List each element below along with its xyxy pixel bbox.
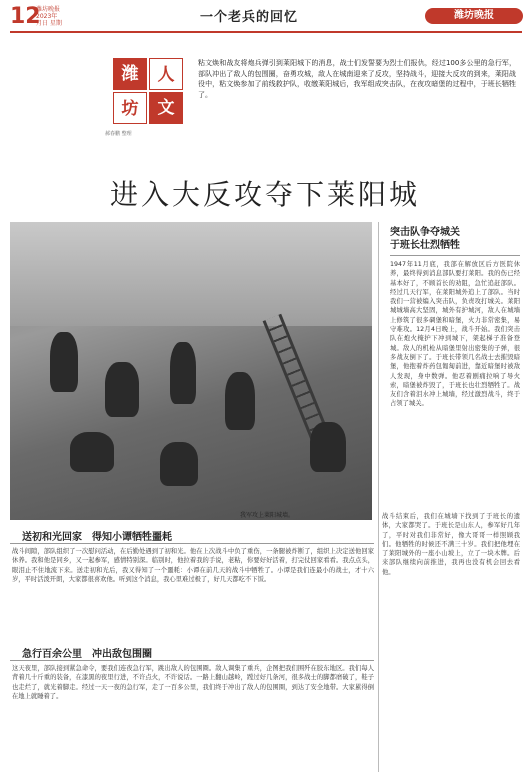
section-body: 1947年11月底，我部在解放区后方医院休养，最终得到消息部队要打莱阳。我的伤已经基本好了，不顾首长的劝阻，急忙追赶部队。经过几天行军，在莱阳城外追上了部队。当时我们一营被编入突击队，负责攻打城关。莱阳城城墙高大坚固，城外有护城河，敌人在城墙上修筑了很多碉堡和暗堡，火力非常密集，易守难攻。12月4日晚上，战斗开始。我们突击队在炮火掩护下冲到城下，架起梯子准备登城。敌人的机枪从暗堡里射出密集的子弹，很多战友倒下了。于班长带领几名战士去摧毁暗堡，他抱着炸药包匍匐前进，靠近暗堡时被敌人发现，身中数弹。他忍着剧痛拉响了导火索，暗堡被炸毁了，于班长也壮烈牺牲了。战友们含着泪水冲上城墙，经过激烈战斗，终于占领了城关。 — [390, 261, 520, 408]
section-heading-line: 突击队争夺城关 — [390, 227, 460, 238]
section-rule — [390, 255, 520, 256]
column-seal — [113, 58, 185, 126]
seal-char: 文 — [149, 92, 183, 124]
newspaper-logo: 潍坊晚报 — [425, 8, 523, 24]
photo-soldier — [70, 432, 114, 472]
page-meta-line: 2023年 — [36, 13, 58, 20]
section-body: 战斗结束后，我们在城墙下找到了于班长的遗体，大家都哭了。于班长是山东人，参军好几年了，平时对我们非常好，像大哥哥一样照顾我们。他牺牲的时候还不满三十岁。我们把他埋在了莱阳城外的一座小山坡上，立了一块木牌。后来部队继续向前推进，我再也没有机会回去看他。 — [382, 513, 520, 576]
photo-sky — [10, 222, 372, 326]
page-meta — [36, 6, 62, 27]
column-title: 一个老兵的回忆 — [200, 10, 299, 25]
photo-soldier — [310, 422, 346, 472]
column-divider — [378, 222, 379, 772]
photo-caption: 我军攻上莱阳城墙。 — [240, 512, 295, 519]
section-rule — [10, 660, 374, 661]
section-rule — [10, 543, 374, 544]
page-number-block — [10, 4, 90, 32]
seal-author: 郝春鹏 整理 — [105, 131, 132, 137]
section-heading — [390, 226, 520, 252]
section-heading-line: 于班长壮烈牺牲 — [390, 240, 460, 251]
header-rule — [10, 31, 522, 33]
section-heading: 送初和光回家 得知小谭牺牲噩耗 — [22, 532, 172, 543]
page-number: 12 — [10, 4, 41, 29]
seal-char: 潍 — [113, 58, 147, 90]
page-meta-line: 潍坊晚报 — [36, 6, 61, 13]
intro-paragraph: 粘文焕和战友将炮兵弹引到莱阳城下的消息，战士们发誓要为烈士们报仇，经过100多公里的急行军，部队冲出了敌人的包围圈，奋勇攻城，敌人在城南迎来了反攻，坚持战斗，迎接大反攻的到来，莱阳战役中，粘文焕参加了前线救护队，收缴莱阳城后，我军组成突击队，在夜攻暗堡的过程中，于班长牺牲了。 — [198, 59, 516, 99]
photo-soldier — [170, 342, 196, 404]
seal-char: 坊 — [113, 92, 147, 124]
section-heading: 急行百余公里 冲出敌包围圈 — [22, 649, 152, 660]
photo-soldier — [105, 362, 139, 417]
historical-photo — [10, 222, 372, 520]
photo-soldier — [160, 442, 198, 486]
photo-soldier — [50, 332, 78, 392]
section-body: 战斗间隙，部队组织了一次慰问活动，在后勤处遇到了初和光。他在上次战斗中负了重伤，一条腿被炸断了，组织上决定送他回家休养。我和他是同乡，又一起参军，感情特别深。临别时，他拉着我的手说，老粘，你要好好活着，打完仗回家看看。我点点头，眼泪止不住地流下来。送走初和光后，我又得知了一个噩耗：小谭在前几天的战斗中牺牲了。小谭是我们连最小的战士，才十六岁，平时活泼开朗，大家都很喜欢他。听到这个消息，我心里难过极了，好几天都吃不下饭。 — [12, 548, 374, 583]
photo-soldier — [225, 372, 255, 430]
article-title: 进入大反攻夺下莱阳城 — [109, 178, 420, 211]
seal-char: 人 — [149, 58, 183, 90]
section-body: 这天夜里，部队接到紧急命令，要我们连夜急行军，跳出敌人的包围圈。敌人调集了重兵，企图把我们围歼在胶东地区。我们每人背着几十斤重的装备，在漆黑的夜里行进，不许点火，不许说话。一路上翻山越岭，蹚过好几条河，很多战士的脚都磨破了，鞋子也走烂了，就光着脚走。经过一天一夜的急行军，走了一百多公里，我们终于冲出了敌人的包围圈，到达了安全地带。大家累得倒在地上就睡着了。 — [12, 665, 374, 700]
page-meta-line: 月日 星期 — [36, 20, 62, 27]
